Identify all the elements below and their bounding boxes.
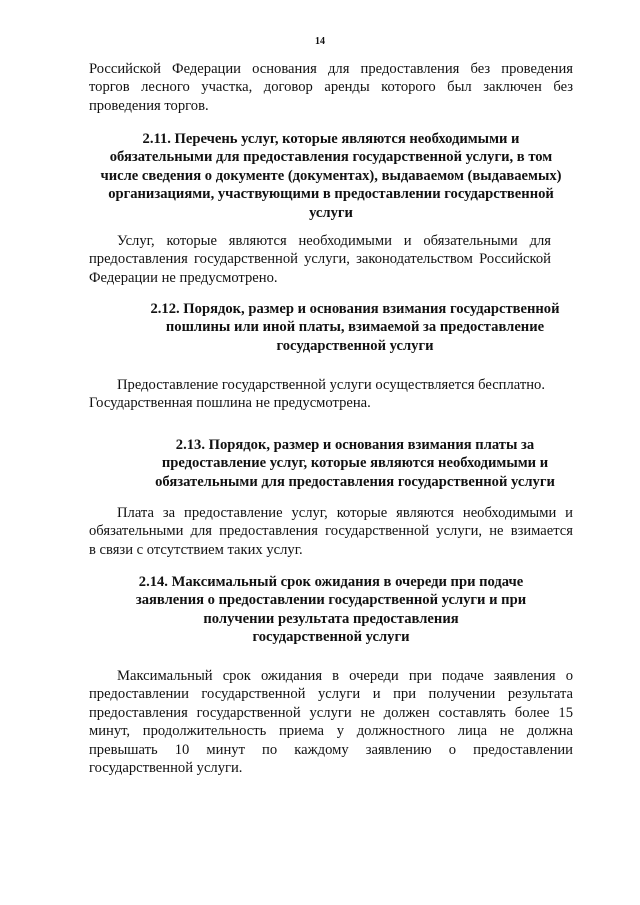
heading-line: числе сведения о документе (документах), выдаваемом (выдаваемых) xyxy=(100,167,562,184)
section-2-11-heading xyxy=(89,130,573,222)
body-line: Федерации не предусмотрено. xyxy=(89,269,278,286)
intro-line: торгов лесного участка, договор аренды которого был заключен без xyxy=(89,79,573,96)
heading-line: получении результата предоставления xyxy=(203,610,459,627)
body-line: превышать 10 минут по каждому заявлению о предоставлении xyxy=(89,741,573,758)
section-2-14-heading xyxy=(89,573,573,647)
body-line: предоставления государственной услуги, законодательством Российской xyxy=(89,251,551,268)
intro-line: Российской Федерации основания для предоставления без проведения xyxy=(89,61,573,77)
heading-line: 2.13. Порядок, размер и основания взимания платы за xyxy=(175,437,535,453)
body-line: Услуг, которые являются необходимыми и обязательными для xyxy=(117,233,551,249)
body-line: предоставления государственной услуги не должен составлять более 15 xyxy=(89,704,573,721)
body-line: обязательными для предоставления государственной услуги, не взимается xyxy=(89,523,573,540)
body-line: Государственная пошлина не предусмотрена. xyxy=(89,395,371,412)
heading-line: заявления о предоставлении государственной услуги и при xyxy=(135,592,527,609)
section-2-14-body xyxy=(89,667,573,777)
page-number: 14 xyxy=(315,36,325,47)
heading-line: 2.11. Перечень услуг, которые являются необходимыми и xyxy=(142,131,520,147)
section-2-12-body xyxy=(89,376,573,413)
heading-line: обязательными для предоставления государственной услуги xyxy=(155,473,555,490)
section-2-13-heading xyxy=(135,436,575,491)
body-line: Максимальный срок ожидания в очереди при подаче заявления о xyxy=(117,668,573,684)
body-line: в связи с отсутствием таких услуг. xyxy=(89,541,303,558)
intro-paragraph xyxy=(89,60,573,115)
intro-line: проведения торгов. xyxy=(89,97,209,114)
heading-line: предоставление услуг, которые являются необходимыми и xyxy=(161,455,549,472)
heading-line: государственной услуги xyxy=(276,337,434,354)
heading-line: 2.14. Максимальный срок ожидания в очереди при подаче xyxy=(138,574,524,590)
heading-line: организациями, участвующими в предоставлении государственной xyxy=(108,186,554,203)
body-line: Предоставление государственной услуги осуществляется бесплатно. xyxy=(117,377,545,393)
section-2-11-body xyxy=(89,232,551,287)
body-line: государственной услуги. xyxy=(89,760,243,777)
heading-line: 2.12. Порядок, размер и основания взимания государственной xyxy=(150,301,560,317)
section-2-12-heading xyxy=(135,300,575,355)
section-2-13-body xyxy=(89,504,573,559)
body-line: минут, продолжительность приема у должностного лица не должна xyxy=(89,723,573,740)
body-line: Плата за предоставление услуг, которые являются необходимыми и xyxy=(117,505,573,521)
heading-line: пошлины или иной платы, взимаемой за предоставление xyxy=(165,319,545,336)
heading-line: государственной услуги xyxy=(252,629,410,646)
heading-line: обязательными для предоставления государственной услуги, в том xyxy=(109,149,553,166)
heading-line: услуги xyxy=(309,204,353,221)
body-line: предоставлении государственной услуги и при получении результата xyxy=(89,686,573,703)
